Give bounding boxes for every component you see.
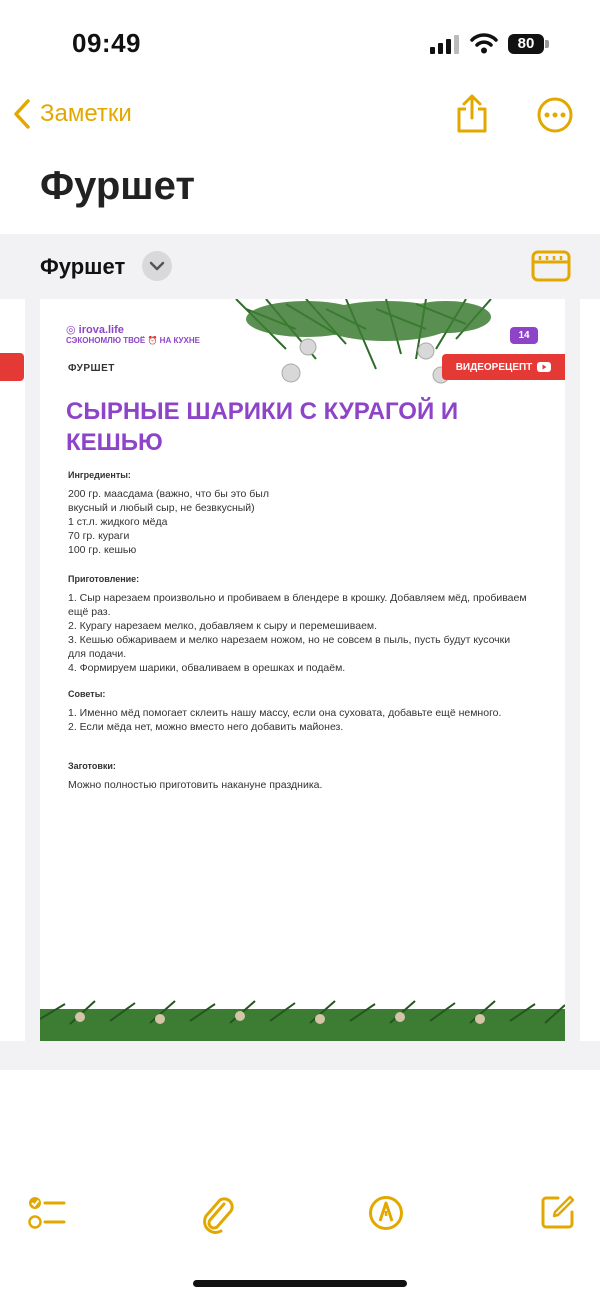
more-options-icon[interactable] [536, 96, 574, 134]
previous-page-preview[interactable] [0, 299, 25, 1041]
preparation-heading: Приготовление: [68, 574, 140, 584]
compose-icon[interactable] [540, 1194, 576, 1230]
battery-tip [545, 40, 549, 48]
youtube-icon [537, 362, 551, 372]
paperclip-icon[interactable] [200, 1194, 236, 1234]
page-number-badge: 14 [510, 327, 538, 344]
prep-ahead-heading: Заготовки: [68, 761, 116, 771]
category-label: ФУРШЕТ [68, 363, 115, 374]
next-page-preview[interactable] [580, 299, 600, 1041]
ingredients-text: 200 гр. маасдама (важно, что бы это был вкусный и любый сыр, не безвкусный) 1 ст.л. жидкого мёда 70 гр. кураги 100 гр. кешью [68, 488, 269, 556]
tips-heading: Советы: [68, 689, 106, 699]
cellular-signal-icon [430, 34, 460, 54]
wifi-icon [470, 32, 498, 54]
chevron-down-icon[interactable] [142, 251, 172, 281]
previous-page-video-badge [0, 353, 24, 381]
status-time: 09:49 [72, 28, 141, 58]
gallery-view-icon[interactable] [531, 250, 571, 282]
garland-decoration [40, 989, 565, 1041]
recipe-title: СЫРНЫЕ ШАРИКИ С КУРАГОЙ И КЕШЬЮ [66, 398, 459, 456]
video-recipe-badge[interactable] [442, 354, 565, 380]
preparation-text: 1. Сыр нарезаем произвольно и пробиваем в блендере в крошку. Добавляем мёд, пробиваем ещё раз. 2. Курагу нарезаем мелко, добавляем к сыру и перемешиваем. 3. Кешью обжариваем и мелко нарезаем ножом, но не совсем в пыль, пусть будут кусочки для подачи. 4. Формируем шарики, обваливаем в орешках и подаём. [68, 592, 527, 674]
back-button[interactable] [12, 98, 132, 130]
battery-indicator: 80 [508, 34, 544, 54]
share-icon[interactable] [454, 94, 490, 134]
back-label: Заметки [40, 100, 132, 127]
tagline: СЭКОНОМЛЮ ТВОЁ ⏰ НА КУХНЕ [66, 336, 200, 345]
instagram-handle: ◎ irova.life [66, 324, 124, 336]
markup-pen-icon[interactable] [368, 1194, 404, 1232]
tips-text: 1. Именно мёд помогает склеить нашу массу, если она суховата, добавьте ещё немного. 2. Если мёда нет, можно вместо него добавить майонез. [68, 707, 502, 733]
ingredients-heading: Ингредиенты: [68, 470, 131, 480]
note-title[interactable]: Фуршет [40, 164, 195, 208]
chevron-left-icon [12, 98, 32, 130]
prep-ahead-text: Можно полностью приготовить накануне праздника. [68, 779, 323, 791]
attachment-title: Фуршет [40, 254, 126, 279]
checklist-icon[interactable] [28, 1194, 66, 1232]
home-indicator[interactable] [193, 1280, 407, 1287]
pdf-page[interactable] [40, 299, 565, 1041]
video-badge-label: ВИДЕОРЕЦЕПТ [455, 361, 533, 373]
